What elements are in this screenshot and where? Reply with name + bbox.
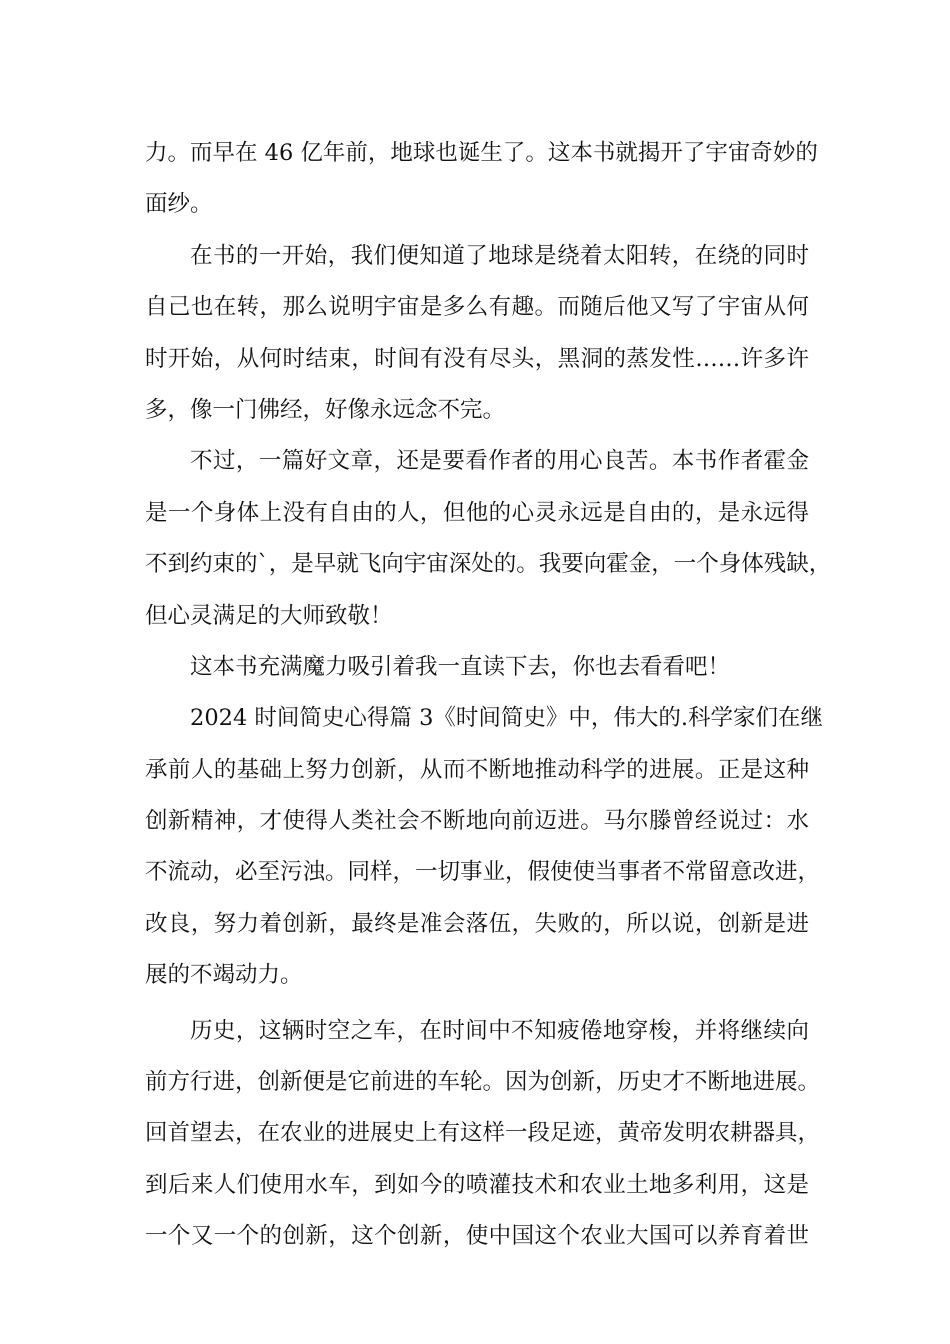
text-line: 到后来人们使用水车，到如今的喷灌技术和农业土地多利用，这是 [145, 1171, 809, 1198]
paragraph-2 [145, 231, 809, 437]
text-line: 但心灵满足的大师致敬！ [145, 602, 393, 629]
paragraph-3 [145, 436, 832, 642]
paragraph-6 [145, 1006, 821, 1263]
text-line: 前方行进，创新便是它前进的车轮。因为创新，历史才不断地进展。 [145, 1069, 821, 1096]
text-line: 不到约束的`，是早就飞向宇宙深处的。我要向霍金，一个身体残缺， [145, 551, 832, 578]
document-body [145, 128, 832, 1263]
text-line: 时开始，从何时结束，时间有没有尽头，黑洞的蒸发性……许多许 [145, 345, 809, 372]
text-line: 一个又一个的创新，这个创新，使中国这个农业大国可以养育着世 [145, 1223, 809, 1250]
text-line: 2024 时间简史心得篇 3《时间简史》中，伟大的.科学家们在继 [190, 705, 824, 732]
paragraph-5 [145, 693, 824, 1001]
paragraph-4 [145, 642, 809, 693]
text-line: 创新精神，才使得人类社会不断地向前迈进。马尔滕曾经说过：水 [145, 808, 809, 835]
text-line: 自己也在转，那么说明宇宙是多么有趣。而随后他又写了宇宙从何 [145, 294, 809, 321]
text-line: 历史，这辆时空之车，在时间中不知疲倦地穿梭，并将继续向 [190, 1017, 809, 1044]
text-line: 这本书充满魔力吸引着我一直读下去，你也去看看吧！ [190, 653, 731, 680]
text-line: 不流动，必至污浊。同样，一切事业，假使使当事者不常留意改进， [145, 859, 821, 886]
text-line: 在书的一开始，我们便知道了地球是绕着太阳转，在绕的同时 [190, 242, 809, 269]
text-line: 多，像一门佛经，好像永远念不完。 [145, 396, 506, 423]
text-line: 力。而早在 46 亿年前，地球也诞生了。这本书就揭开了宇宙奇妙的 [145, 140, 818, 166]
text-line: 是一个身体上没有自由的人，但他的心灵永远是自由的，是永远得 [145, 499, 809, 526]
text-line: 改良，努力着创新，最终是准会落伍，失败的，所以说，创新是进 [145, 910, 809, 937]
text-line: 展的不竭动力。 [145, 962, 303, 989]
text-line: 回首望去，在农业的进展史上有这样一段足迹，黄帝发明农耕器具， [145, 1120, 821, 1147]
text-line: 不过，一篇好文章，还是要看作者的用心良苦。本书作者霍金 [190, 448, 809, 475]
text-line: 承前人的基础上努力创新，从而不断地推动科学的进展。正是这种 [145, 756, 809, 783]
text-line: 面纱。 [145, 191, 213, 218]
paragraph-1 [145, 128, 818, 231]
